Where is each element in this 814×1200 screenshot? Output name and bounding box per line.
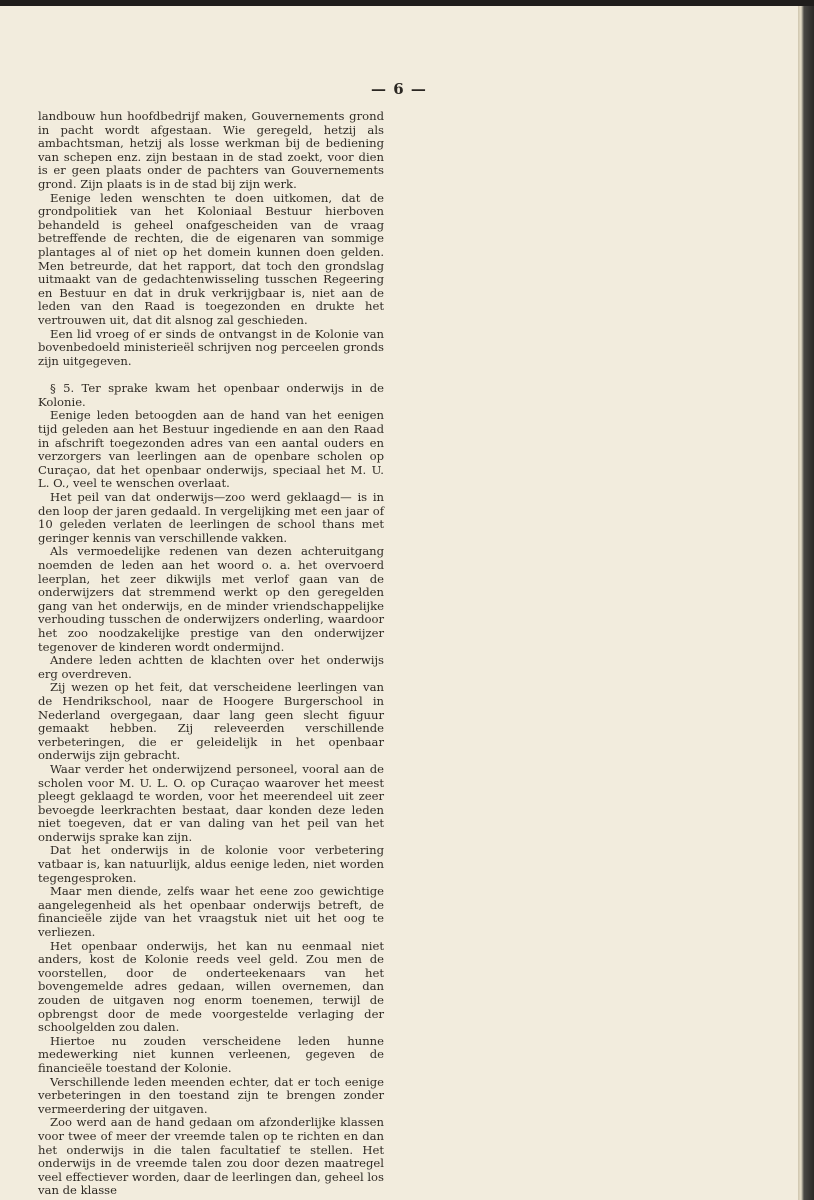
paragraph: Eenige leden betoogden aan de hand van het eenigen tijd geleden aan het Bestuur ingediende en aan den Raad in afschrift toegezonden adres van een aantal ouders en verzorgers van leerlingen aan de openbare scholen op Curaçao, dat het openbaar onderwijs, speciaal het M. U. L. O., veel te wenschen overlaat. bbox=[38, 408, 384, 491]
paragraph: Eenige leden wenschten te doen uitkomen, dat de grondpolitiek van het Koloniaal Bestuur hierboven behandeld is geheel onafgescheiden van de vraag betreffende de rechten, die de eigenaren van sommige plantages al of niet op het domein kunnen doen gelden. Men betreurde, dat het rapport, dat toch den grondslag uitmaakt van de gedachtenwisseling tusschen Regeering en Bestuur en dat in druk verkrijgbaar is, niet aan de leden van den Raad is toegezonden en drukte het vertrouwen uit, dat dit alsnog zal geschieden. bbox=[38, 190, 384, 327]
page-edge-shadow bbox=[798, 6, 814, 1200]
section-gap bbox=[38, 368, 384, 382]
paragraph: landbouw hun hoofdbedrijf maken, Gouvernements grond in pacht wordt afgestaan. Wie geregeld, hetzij als ambachtsman, hetzij als losse werkman bij de bediening van schepen enz. zijn bestaan in de stad zoekt, voor dien is er geen plaats onder de pachters van Gouvernements grond. Zijn plaats is in de stad bij zijn werk. bbox=[38, 109, 384, 191]
body-text bbox=[38, 110, 384, 1198]
paragraph: Een lid vroeg of er sinds de ontvangst in de Kolonie van bovenbedoeld ministerieël schrijven nog perceelen gronds zijn uitgegeven. bbox=[38, 326, 384, 368]
paragraph: Als vermoedelijke redenen van dezen achteruitgang noemden de leden aan het woord o. a. het overvoerd leerplan, het zeer dikwijls met verlof gaan van de onderwijzers dat stremmend werkt op den geregelden gang van het onderwijs, en de minder vriendschappelijke verhouding tusschen de onderwijzers onderling, waardoor het zoo noodzakelijke prestige van den onderwijzer tegenover de kinderen wordt ondermijnd. bbox=[38, 544, 384, 654]
paragraph: Andere leden achtten de klachten over het onderwijs erg overdreven. bbox=[38, 653, 384, 681]
paragraph: Zij wezen op het feit, dat verscheidene leerlingen van de Hendrikschool, naar de Hoogere Burgerschool in Nederland overgegaan, daar lang geen slecht figuur gemaakt hebben. Zij releveerden verschillende verbeteringen, die er geleidelijk in het openbaar onderwijs zijn gebracht. bbox=[38, 680, 384, 763]
paragraph: Hiertoe nu zouden verscheidene leden hunne medewerking niet kunnen verleenen, gegeven de financieële toestand der Kolonie. bbox=[38, 1033, 384, 1075]
section-heading-paragraph: § 5. Ter sprake kwam het openbaar onderwijs in de Kolonie. bbox=[38, 381, 384, 409]
paragraph: Het openbaar onderwijs, het kan nu eenmaal niet anders, kost de Kolonie reeds veel geld. Zou men de voorstellen, door de onderteekenaars van het bovengemelde adres gedaan, willen overnemen, dan zouden de uitgaven nog enorm toenemen, terwijl de opbrengst door de mede voorgestelde verlaging der schoolgelden zou dalen. bbox=[38, 938, 384, 1035]
paragraph: Maar men diende, zelfs waar het eene zoo gewichtige aangelegenheid als het openbaar onderwijs betreft, de financieële zijde van het vraagstuk niet uit het oog te verliezen. bbox=[38, 884, 384, 940]
paragraph: Het peil van dat onderwijs—zoo werd geklaagd— is in den loop der jaren gedaald. In vergelijking met een jaar of 10 geleden verlaten de leerlingen de school thans met geringer kennis van verschillende vakken. bbox=[38, 490, 384, 545]
paragraph: Verschillende leden meenden echter, dat er toch eenige verbeteringen in den toestand zijn te brengen zonder vermeerdering der uitgaven. bbox=[38, 1074, 384, 1116]
page-number: — 6 — bbox=[371, 80, 427, 98]
document-page bbox=[0, 6, 798, 1200]
paragraph: Waar verder het onderwijzend personeel, vooral aan de scholen voor M. U. L. O. op Curaçao waarover het meest pleegt geklaagd te worden, voor het meerendeel uit zeer bevoegde leerkrachten bestaat, daar konden deze leden niet toegeven, dat er van daling van het peil van het onderwijs sprake kan zijn. bbox=[38, 761, 384, 844]
paragraph: Dat het onderwijs in de kolonie voor verbetering vatbaar is, kan natuurlijk, aldus eenige leden, niet worden tegengesproken. bbox=[38, 843, 384, 885]
paragraph: Zoo werd aan de hand gedaan om afzonderlijke klassen voor twee of meer der vreemde talen op te richten en dan het onderwijs in die talen facultatief te stellen. Het onderwijs in de vreemde talen zou door dezen maatregel veel effectiever worden, daar de leerlingen dan, geheel los van de klasse bbox=[38, 1115, 384, 1198]
